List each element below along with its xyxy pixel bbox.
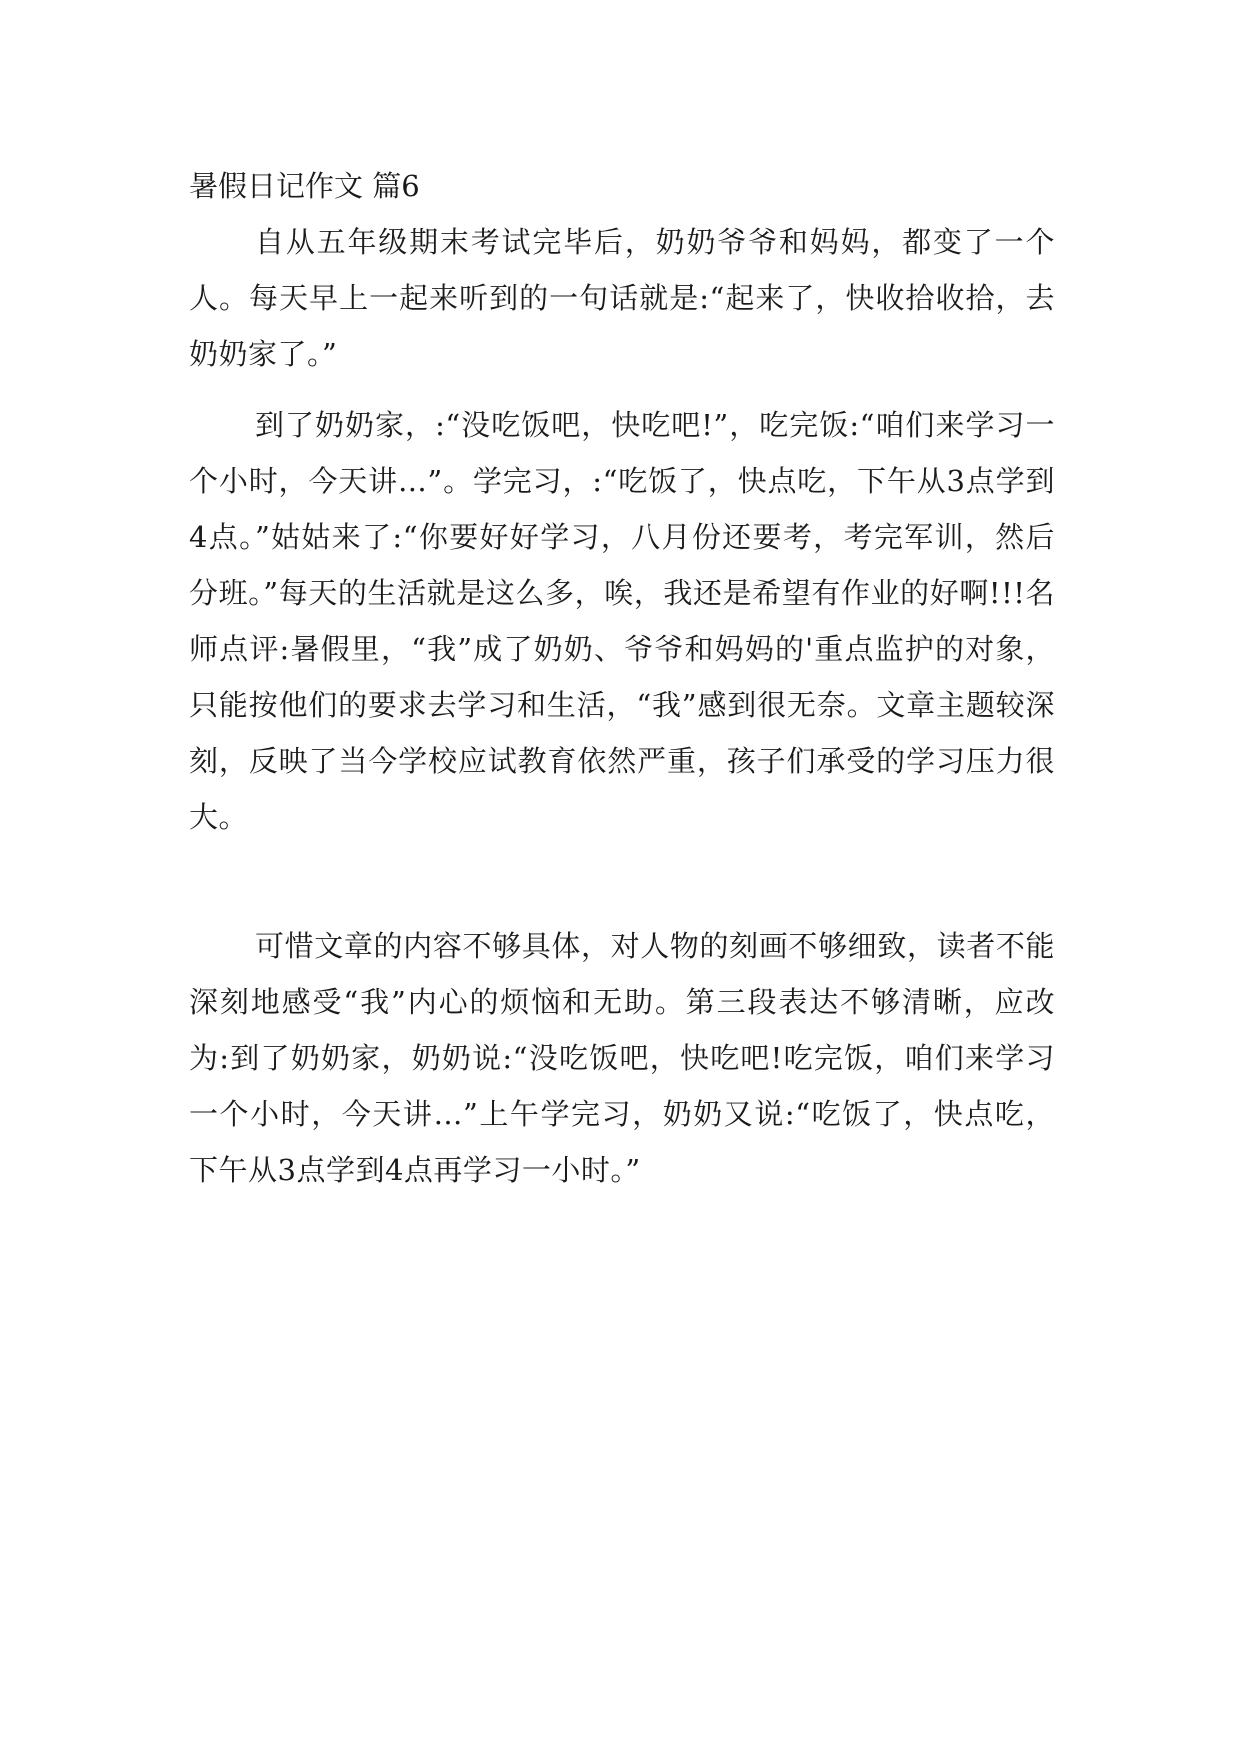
paragraph-1: 自从五年级期末考试完毕后，奶奶爷爷和妈妈，都变了一个人。每天早上一起来听到的一句话就是:“起来了，快收拾收拾，去奶奶家了。”: [189, 225, 1055, 371]
document-title: 暑假日记作文 篇6: [189, 169, 420, 203]
paragraph-2: 到了奶奶家，:“没吃饭吧，快吃吧!”，吃完饭:“咱们来学习一个小时，今天讲…”。学完习，:“吃饭了，快点吃，下午从3点学到4点。”姑姑来了:“你要好好学习，八月份还要考，考完军训，然后分班。”每天的生活就是这么多，唉，我还是希望有作业的好啊!!!名师点评:暑假里，“我”成了奶奶、爷爷和妈妈的'重点监护的对象，只能按他们的要求去学习和生活，“我”感到很无奈。文章主题较深刻，反映了当今学校应试教育依然严重，孩子们承受的学习压力很大。: [189, 408, 1055, 834]
paragraph-3: 可惜文章的内容不够具体，对人物的刻画不够细致，读者不能深刻地感受“我”内心的烦恼和无助。第三段表达不够清晰，应改为:到了奶奶家，奶奶说:“没吃饭吧，快吃吧!吃完饭，咱们来学习一个小时，今天讲…”上午学完习，奶奶又说:“吃饭了，快点吃，下午从3点学到4点再学习一小时。”: [189, 929, 1055, 1187]
